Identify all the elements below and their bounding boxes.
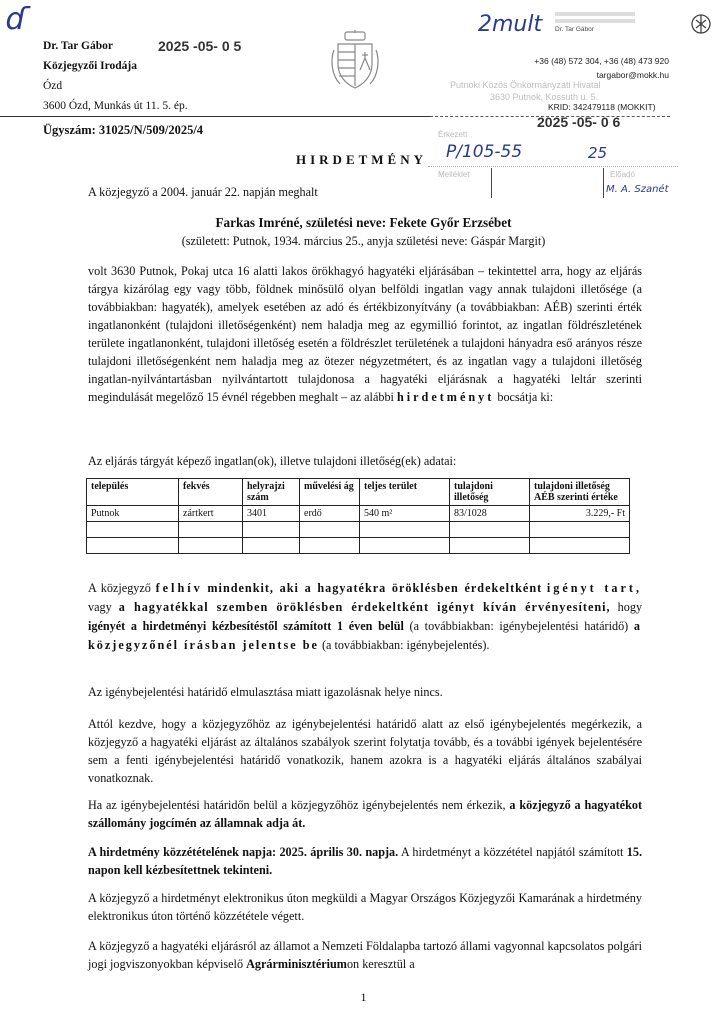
main-paragraph: volt 3630 Putnok, Pokaj utca 16 alatti lakos örökhagyó hagyatéki eljárásában – tekintettel arra, hogy az eljárás tárgya kizárólag egy vagy több, földnek minősülő olyan belföldi ingatlan vagy annak tulajdoni illetősége (a továbbiakban: hagyaték), amelyek esetében az adó és értékbizonyítvány (a továbbiakban: AÉB) szerinti érték ingatlanonként (tulajdoni illetőségenként) nem haladja meg az egymillió forintot, az ingatlan földrészletének területe ingatlanonként, tulajdoni illetőség esetén a földrészlet területének a tulajdoni hányadra eső arányos része tulajdoni illetőségenként nem haladja meg az ötezer négyzetmétert, és az ingatlan vagy a tulajdoni illetőség ingatlan-nyilvántartásban nyilvántartott tulajdonosa a hagyatéki eljárásnak a hagyatéki leltár szerinti megindulását megelőző 15 évnél régebben meghalt – az alábbi hirdetményt bocsátja ki: bbox=[88, 264, 642, 404]
table-cell: 3.229,- Ft bbox=[530, 506, 630, 522]
handwritten-assignee: M. A. Szanét bbox=[606, 184, 669, 195]
table-row-empty bbox=[87, 538, 630, 554]
property-table bbox=[86, 478, 630, 554]
office-city: Ózd bbox=[43, 80, 63, 92]
table-row-empty bbox=[87, 522, 630, 538]
received-date-stamp: 2025 -05- 0 5 bbox=[158, 38, 242, 54]
state-transfer-paragraph: Ha az igénybejelentési határidőn belül a közjegyzőhöz igénybejelentés nem érkezik, a közjegyző a hagyatékot szállomány jogcímén az államnak adja át. bbox=[88, 798, 643, 830]
phone-numbers: +36 (48) 572 304, +36 (48) 473 920 bbox=[534, 56, 669, 66]
table-cell: zártkert bbox=[179, 506, 243, 522]
faded-line-2: 3630 Putnok, Kossuth u. 5. bbox=[490, 92, 599, 102]
faded-label-handler: Előadó bbox=[610, 170, 635, 179]
col-header: helyrajzi szám bbox=[243, 479, 300, 506]
header-rule bbox=[0, 116, 430, 117]
procedure-paragraph: Attól kezdve, hogy a közjegyzőhöz az igénybejelentési határidő alatt az első igénybejelentés megérkezik, a közjegyző a hagyatéki eljárást az általános szabályok szerint folytatja tovább, és a további igények bejelentésére sem a fenti igénybejelentési határidő vonatkozik, hanem azokra is a hagyatéki eljárás általános szabályai vonatkoznak. bbox=[88, 717, 642, 785]
corner-seal bbox=[555, 12, 635, 33]
corner-seal-name: Dr. Tar Gábor bbox=[555, 26, 594, 33]
deceased-name: Farkas Imréné, születési neve: Fekete Győr Erzsébet bbox=[215, 215, 512, 230]
office-address: 3600 Ózd, Munkás út 11. 5. ép. bbox=[43, 100, 188, 112]
intro-line: A közjegyző a 2004. január 22. napján meghalt bbox=[88, 185, 318, 199]
chamber-paragraph: A közjegyző a hirdetményt elektronikus úton megküldi a Magyar Országos Közjegyzői Kamarának a hirdetmény elektronikus úton történő közzététele végett. bbox=[88, 891, 642, 923]
office-name: Közjegyzői Irodája bbox=[43, 60, 138, 72]
table-cell: 3401 bbox=[243, 506, 300, 522]
handwritten-mark: ɗ bbox=[6, 2, 28, 37]
faded-label-attachment: Melléklet bbox=[438, 170, 470, 179]
col-header: művelési ág bbox=[300, 479, 360, 506]
ministry-paragraph: A közjegyző a hagyatéki eljárásról az államot a Nemzeti Földalapba tartozó állami vagyonnal kapcsolatos polgári jogi jogviszonyokban képviselő Agrárminisztériumon keresztül a bbox=[88, 939, 642, 971]
registry-stamp-box bbox=[428, 128, 678, 200]
table-cell: 83/1028 bbox=[450, 506, 530, 522]
document-title: HIRDETMÉNY bbox=[296, 152, 428, 167]
table-cell: 540 m² bbox=[360, 506, 450, 522]
col-header: tulajdoni illetőség AÉB szerinti értéke bbox=[530, 479, 630, 506]
deceased-birth-info: (született: Putnok, 1934. március 25., anyja születési neve: Gáspár Margit) bbox=[181, 234, 546, 248]
table-cell: erdő bbox=[300, 506, 360, 522]
no-excuse-paragraph: Az igénybejelentési határidő elmulasztása miatt igazolásnak helye nincs. bbox=[88, 685, 443, 699]
handwritten-reg-number: P/105-55 bbox=[446, 142, 523, 162]
coat-of-arms-icon bbox=[330, 30, 380, 97]
table-caption: Az eljárás tárgyát képező ingatlan(ok), illetve tulajdoni illetőség(ek) adatai: bbox=[88, 454, 457, 468]
faded-line-1: Putnoki Közös Önkormányzati Hivatal bbox=[450, 80, 601, 90]
registry-date-stamp: 2025 -05- 0 6 bbox=[537, 114, 621, 130]
col-header: teljes terület bbox=[360, 479, 450, 506]
table-cell: Putnok bbox=[87, 506, 179, 522]
col-header: tulajdoni illetőség bbox=[450, 479, 530, 506]
col-header: fekvés bbox=[179, 479, 243, 506]
handwritten-count: 25 bbox=[588, 144, 608, 162]
call-paragraph: A közjegyző felhív mindenkit, aki a hagyatékra öröklésben érdekeltként igényt tart, vagy a hagyatékkal szemben öröklésben érdekeltként igényt kíván érvényesíteni, hogy igényét a hirdetményi kézbesítéstől számított 1 éven belül (a továbbiakban: igénybejelentési határidő) a közjegyzőnél írásban jelentse be (a továbbiakban: igénybejelentés). bbox=[88, 581, 643, 652]
email-address: targabor@mokk.hu bbox=[596, 70, 669, 80]
seal-icon bbox=[689, 12, 713, 41]
notary-name: Dr. Tar Gábor bbox=[43, 40, 113, 52]
table-header-row bbox=[87, 479, 630, 506]
page-number: 1 bbox=[360, 990, 367, 1004]
krid-code: KRID: 342479118 (MOKKIT) bbox=[548, 102, 656, 112]
contact-block bbox=[534, 54, 669, 82]
faded-label-received: Érkezett bbox=[438, 130, 468, 139]
case-number: Ügyszám: 31025/N/509/2025/4 bbox=[43, 123, 204, 137]
handwritten-signature: 2mult bbox=[478, 12, 543, 37]
faded-registry-stamp bbox=[450, 79, 601, 103]
col-header: település bbox=[87, 479, 179, 506]
publication-paragraph: A hirdetmény közzétételének napja: 2025. április 30. napja. A hirdetményt a közzététel napjától számított 15. napon kell kézbesítettnek tekinteni. bbox=[88, 845, 643, 877]
table-row bbox=[87, 506, 630, 522]
hirdetmeny-word: hirdetményt bbox=[396, 390, 495, 404]
